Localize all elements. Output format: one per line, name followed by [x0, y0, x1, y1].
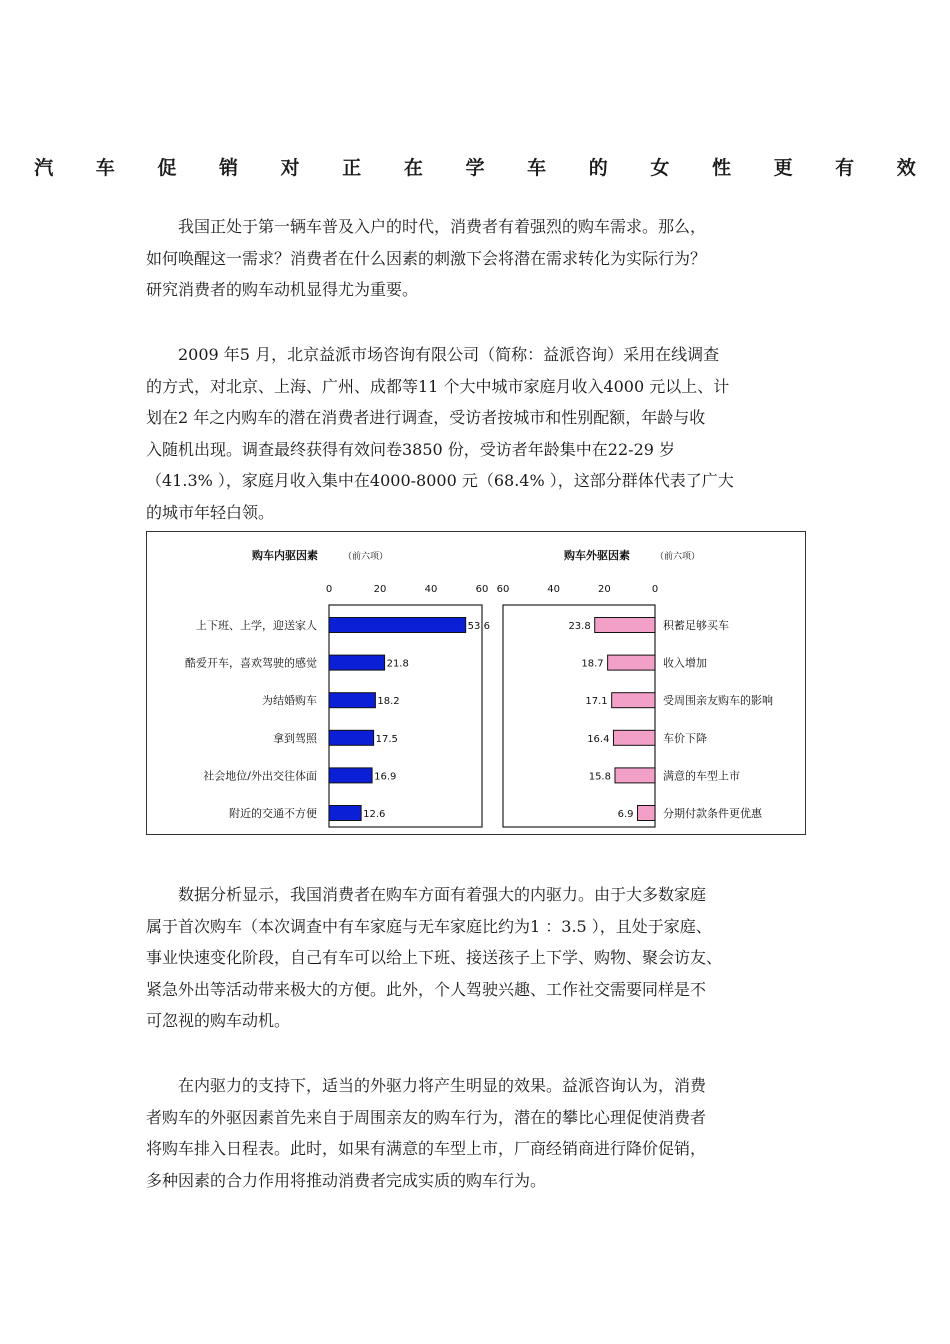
paragraph-line: （41.3% ），家庭月收入集中在4000-8000 元（68.4% ），这部分群体代表了广大: [146, 471, 734, 490]
external-category-label: 收入增加: [663, 656, 707, 670]
paragraph-line: 事业快速变化阶段，自己有车可以给上下班、接送孩子上下学、购物、聚会访友、: [146, 948, 723, 967]
internal-chart-subtitle: （前六项）: [343, 552, 389, 562]
internal-tick-label: 20: [373, 584, 387, 595]
internal-value-label: 17.5: [375, 733, 398, 745]
internal-category-label: 拿到驾照: [273, 731, 317, 745]
purchase-drivers-chart: [147, 532, 807, 836]
external-tick-label: 60: [496, 584, 510, 595]
internal-category-label: 上下班、上学，迎送家人: [196, 619, 317, 632]
external-tick-label: 20: [597, 584, 611, 595]
external-category-label: 车价下降: [663, 731, 707, 745]
analysis-paragraph: [146, 879, 810, 1037]
intro-paragraph: [146, 211, 810, 306]
internal-value-label: 53.6: [467, 621, 490, 632]
external-value-label: 6.9: [617, 809, 634, 820]
internal-category-label: 附近的交通不方便: [229, 807, 317, 820]
paragraph-line: 将购车排入日程表。此时，如果有满意的车型上市，厂商经销商进行降价促销，: [146, 1139, 707, 1158]
internal-value-label: 16.9: [374, 771, 397, 783]
paragraph-line: 属于首次购车（本次调查中有车家庭与无车家庭比约为1 ：3.5 ），且处于家庭、: [146, 916, 712, 936]
internal-bar: [329, 806, 361, 821]
internal-tick-label: 0: [325, 584, 333, 595]
internal-bar: [329, 618, 466, 633]
internal-bar: [329, 730, 374, 745]
paragraph-line: 可忽视的购车动机。: [146, 1011, 291, 1030]
paragraph-line: 者购车的外驱因素首先来自于周围亲友的购车行为，潜在的攀比心理促使消费者: [146, 1107, 707, 1127]
internal-chart-title: 购车内驱因素: [252, 549, 318, 562]
internal-bar: [329, 768, 372, 783]
external-tick-label: 40: [547, 584, 561, 595]
internal-tick-label: 60: [475, 584, 489, 595]
external-category-label: 分期付款条件更优惠: [663, 807, 762, 820]
external-category-label: 积蓄足够买车: [663, 619, 729, 632]
internal-bar: [329, 693, 375, 708]
external-bar: [595, 618, 655, 633]
paragraph-line: 紧急外出等活动带来极大的方便。此外，个人驾驶兴趣、工作社交需要同样是不: [146, 979, 707, 999]
internal-tick-label: 40: [424, 584, 438, 595]
chart-figure: [146, 531, 806, 835]
internal-category-label: 酷爱开车，喜欢驾驶的感觉: [185, 656, 317, 670]
internal-drivers-chart: [185, 548, 490, 827]
paragraph-line: 我国正处于第一辆车普及入户的时代，消费者有着强烈的购车需求。那么，: [146, 217, 707, 236]
paragraph-line: 多种因素的合力作用将推动消费者完成实质的购车行为。: [146, 1170, 547, 1190]
internal-category-label: 社会地位/外出交往体面: [203, 769, 317, 783]
internal-value-label: 18.2: [377, 696, 400, 708]
external-value-label: 15.8: [588, 771, 611, 783]
external-bar: [608, 655, 655, 670]
external-plot-frame: [503, 605, 655, 827]
paragraph-line: 入随机出现。调查最终获得有效问卷3850 份，受访者年龄集中在22-29 岁: [146, 439, 676, 459]
external-category-label: 受周围亲友购车的影响: [663, 694, 773, 708]
external-bar: [612, 693, 655, 708]
external-value-label: 23.8: [568, 621, 591, 632]
survey-paragraph: [146, 339, 810, 528]
conclusion-paragraph: [146, 1070, 810, 1196]
paragraph-line: 在内驱力的支持下，适当的外驱力将产生明显的效果。益派咨询认为，消费: [146, 1076, 707, 1095]
paragraph-line: 数据分析显示，我国消费者在购车方面有着强大的内驱力。由于大多数家庭: [146, 885, 707, 904]
paragraph-line: 如何唤醒这一需求？消费者在什么因素的刺激下会将潜在需求转化为实际行为？: [146, 248, 707, 268]
external-tick-label: 0: [651, 584, 659, 595]
external-category-label: 满意的车型上市: [663, 769, 740, 783]
external-value-label: 16.4: [587, 733, 610, 745]
external-bar: [613, 730, 655, 745]
paragraph-line: 的城市年轻白领。: [146, 502, 275, 522]
external-value-label: 18.7: [581, 658, 604, 670]
external-bar: [615, 768, 655, 783]
external-chart-title: 购车外驱因素: [564, 549, 630, 562]
external-drivers-chart: [497, 548, 773, 827]
external-chart-subtitle: （前六项）: [655, 552, 701, 562]
internal-category-label: 为结婚购车: [262, 694, 317, 708]
paragraph-line: 2009 年5 月，北京益派市场咨询有限公司（简称：益派咨询）采用在线调查: [146, 345, 720, 364]
page-title: 汽 车 促 销 对 正 在 学 车 的 女 性 更 有 效: [34, 157, 934, 179]
paragraph-line: 研究消费者的购车动机显得尤为重要。: [146, 280, 419, 299]
external-value-label: 17.1: [585, 696, 608, 708]
paragraph-line: 划在2 年之内购车的潜在消费者进行调查，受访者按城市和性别配额，年龄与收: [146, 408, 706, 427]
paragraph-line: 的方式，对北京、上海、广州、成都等11 个大中城市家庭月收入4000 元以上、计: [146, 376, 730, 396]
internal-plot-frame: [329, 605, 482, 827]
internal-value-label: 21.8: [386, 658, 409, 670]
internal-bar: [329, 655, 385, 670]
internal-value-label: 12.6: [363, 809, 386, 820]
external-bar: [638, 806, 655, 821]
